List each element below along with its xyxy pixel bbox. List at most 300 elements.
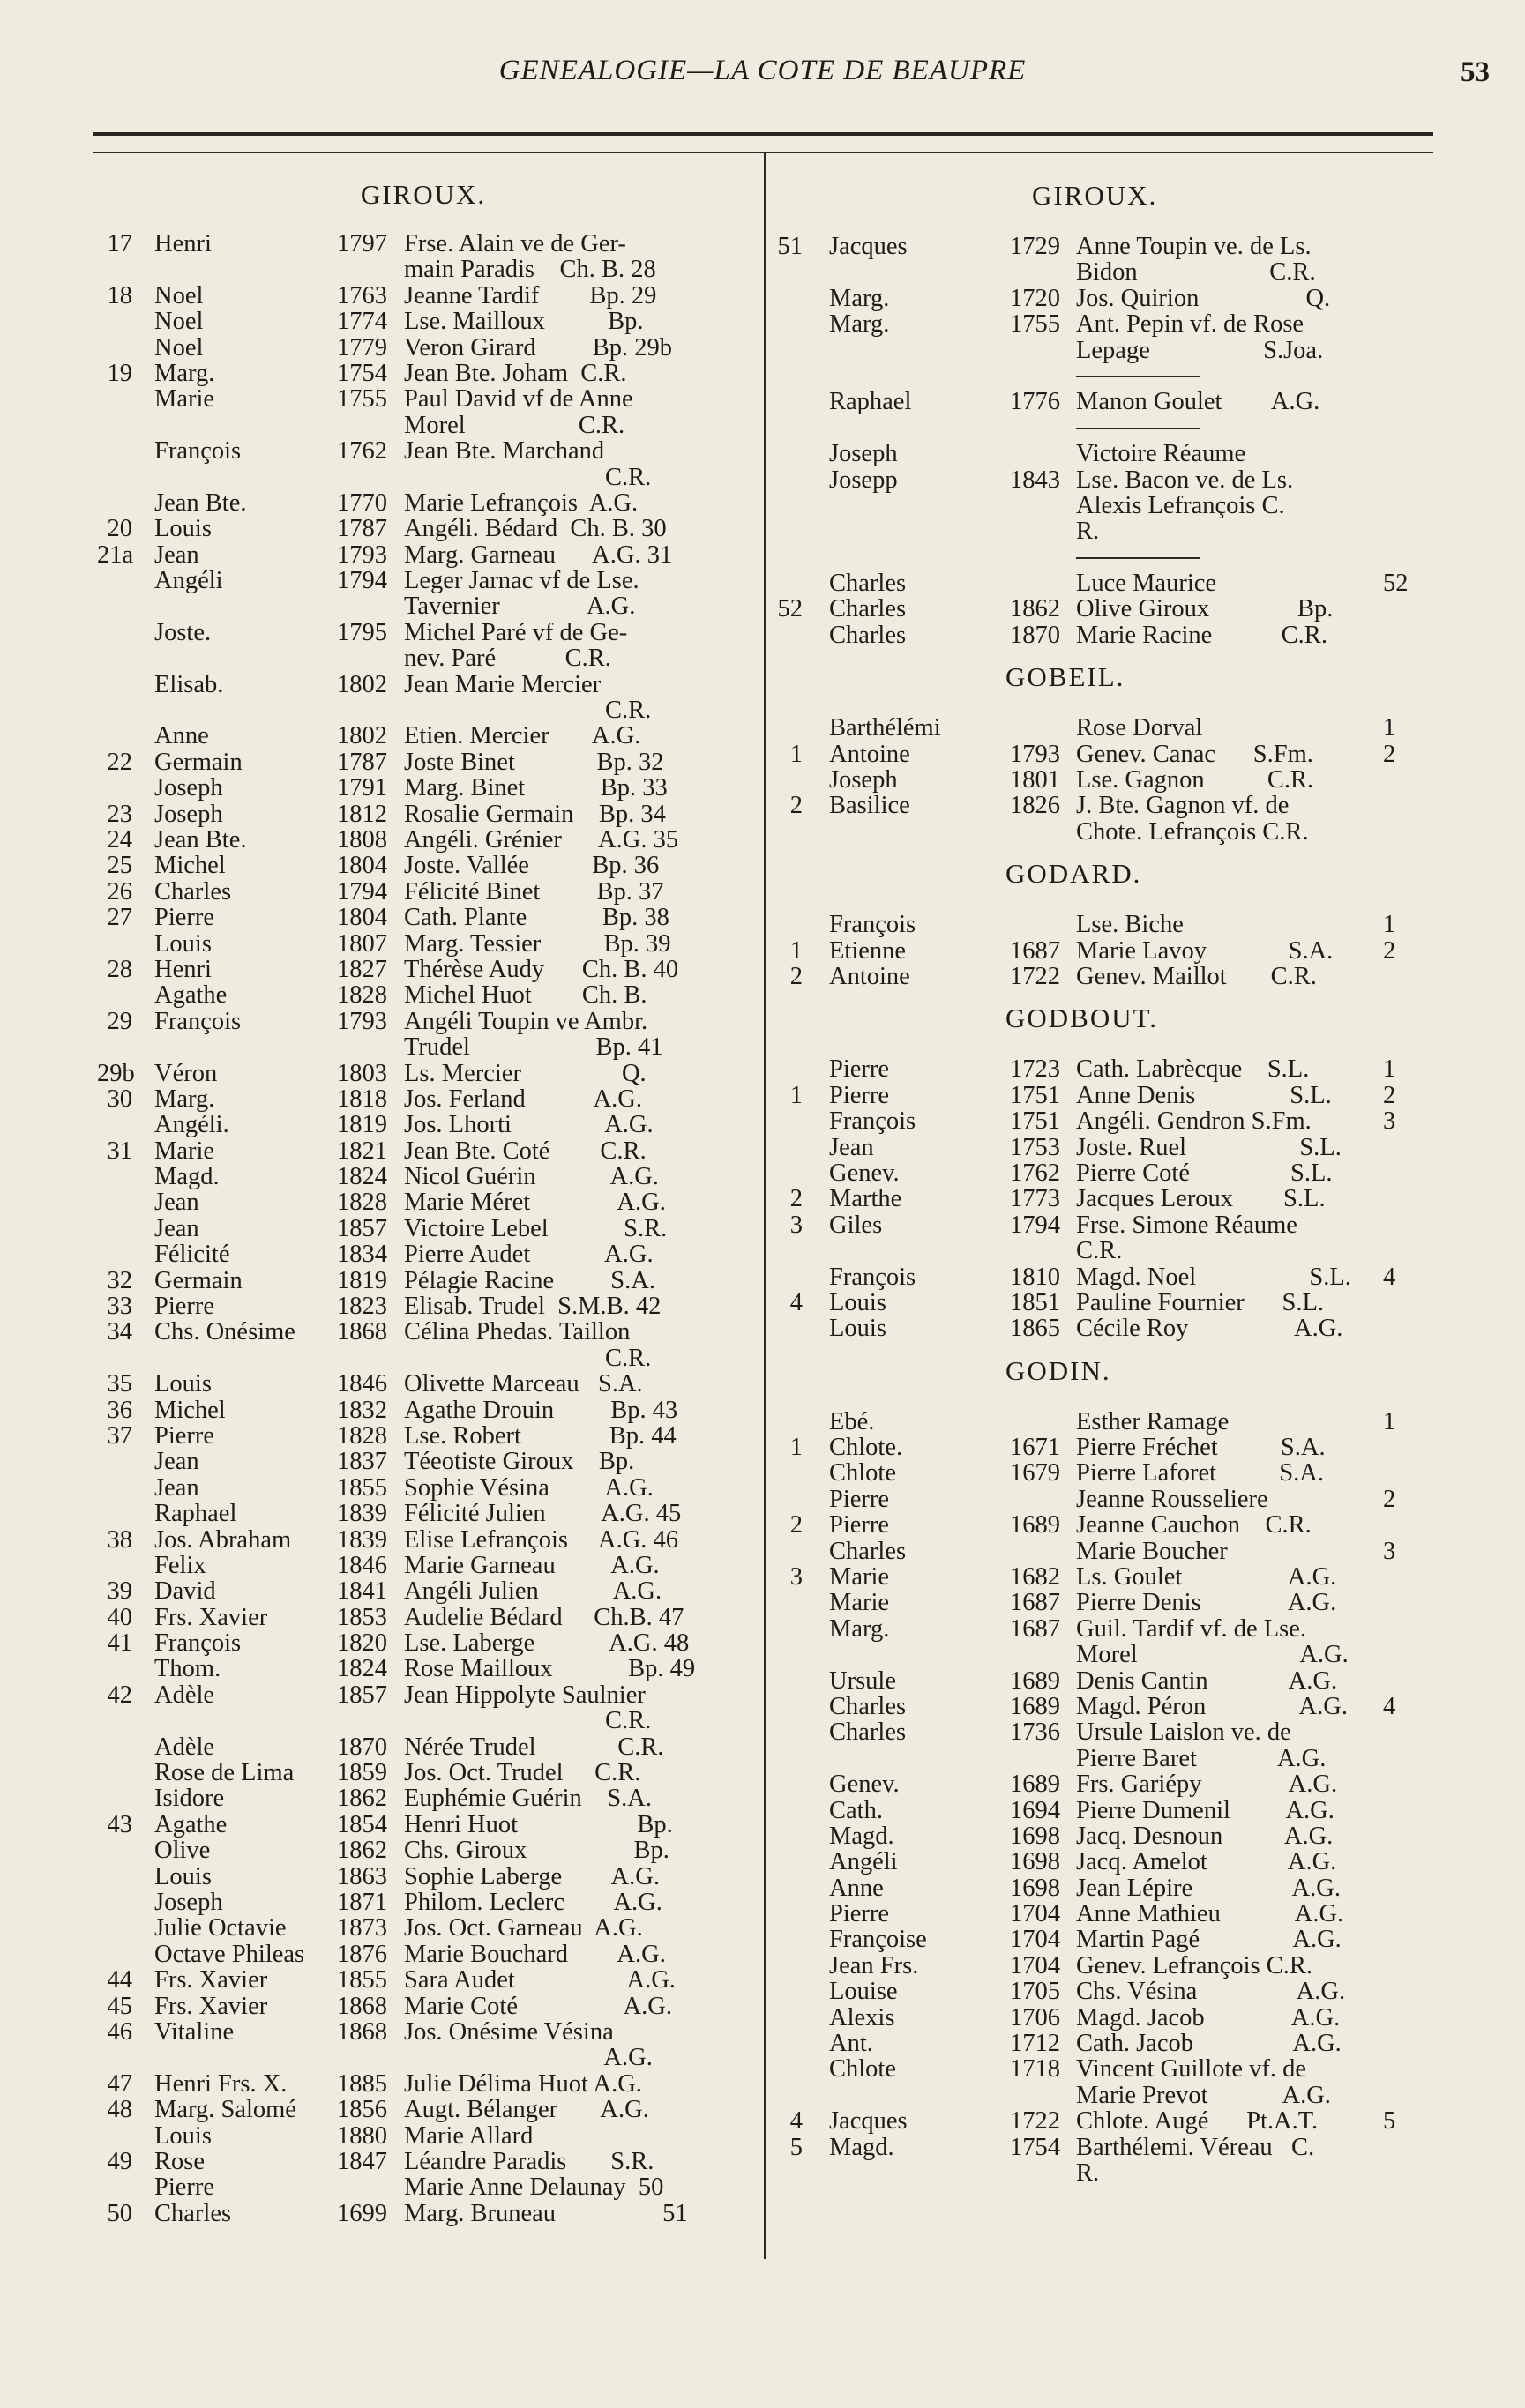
genealogy-row xyxy=(97,335,767,361)
person-name: Jean xyxy=(154,540,199,569)
genealogy-row xyxy=(97,1164,767,1189)
marriage-year: 1865 xyxy=(1010,1315,1060,1343)
person-name: Françoise xyxy=(829,1926,927,1954)
person-name: Michel xyxy=(154,852,226,880)
spouse-and-parish: Pierre Fréchet S.A. xyxy=(1076,1434,1326,1462)
marriage-year: 1828 xyxy=(337,981,387,1010)
marriage-year: 1687 xyxy=(1010,1614,1060,1643)
spouse-and-parish: Esther Ramage xyxy=(1076,1407,1230,1435)
genealogy-row xyxy=(97,1630,767,1656)
marriage-year: 1870 xyxy=(337,1733,387,1761)
person-name: Louis xyxy=(154,2121,212,2150)
genealogy-row xyxy=(772,2135,1495,2160)
person-name: Marie xyxy=(154,1137,215,1165)
genealogy-row xyxy=(97,1346,767,1371)
genealogy-row xyxy=(97,1527,767,1553)
person-name: Joseph xyxy=(154,1889,223,1916)
spouse-and-parish: Ls. Mercier Q. xyxy=(404,1059,647,1087)
genealogy-row xyxy=(97,1189,767,1215)
spouse-and-parish: Marg. Garneau A.G. 31 xyxy=(404,540,673,569)
genealogy-row xyxy=(772,742,1495,767)
generation-number: 24 xyxy=(107,825,132,854)
genealogy-row xyxy=(97,931,767,957)
marriage-year: 1851 xyxy=(1010,1288,1060,1316)
genealogy-row xyxy=(97,465,767,490)
spouse-and-parish: Jeanne Cauchon C.R. xyxy=(1076,1511,1312,1539)
marriage-year: 1729 xyxy=(1010,233,1060,260)
genealogy-row xyxy=(97,1371,767,1397)
person-name: Rose xyxy=(154,2147,205,2175)
marriage-year: 1876 xyxy=(337,1940,387,1968)
genealogy-row xyxy=(772,1590,1495,1615)
genealogy-row xyxy=(772,1108,1495,1134)
marriage-year: 1706 xyxy=(1010,2003,1060,2032)
marriage-year: 1795 xyxy=(337,618,387,646)
marriage-year: 1846 xyxy=(337,1551,387,1579)
cross-reference: 4 xyxy=(1383,1692,1396,1720)
spouse-and-parish: Pierre Coté S.L. xyxy=(1076,1159,1333,1187)
spouse-and-parish: Henri Huot Bp. xyxy=(404,1810,673,1838)
marriage-year: 1705 xyxy=(1010,1978,1060,2006)
marriage-year: 1824 xyxy=(337,1163,387,1191)
marriage-year: 1689 xyxy=(1010,1511,1060,1539)
marriage-year: 1794 xyxy=(337,567,387,595)
person-name: Joste. xyxy=(154,618,212,646)
marriage-year: 1812 xyxy=(337,800,387,828)
spouse-and-parish: Marie Garneau A.G. xyxy=(404,1551,660,1579)
person-name: Germain xyxy=(154,748,243,776)
genealogy-row xyxy=(772,234,1495,259)
marriage-year: 1857 xyxy=(337,1214,387,1242)
entry-separator xyxy=(1076,428,1200,429)
spouse-and-parish: C.R. xyxy=(404,697,652,725)
spouse-and-parish: Veron Girard Bp. 29b xyxy=(404,333,672,362)
spouse-and-parish: Augt. Bélanger A.G. xyxy=(404,2096,649,2124)
person-name: Jos. Abraham xyxy=(154,1525,292,1554)
person-name: Louis xyxy=(154,1370,212,1398)
genealogy-row xyxy=(97,982,767,1008)
marriage-year: 1803 xyxy=(337,1059,387,1087)
marriage-year: 1859 xyxy=(337,1759,387,1787)
section-heading-row xyxy=(772,1005,1495,1056)
generation-number: 41 xyxy=(107,1629,132,1658)
marriage-year: 1682 xyxy=(1010,1563,1060,1592)
person-name: Antoine xyxy=(829,740,910,768)
person-name: Véron xyxy=(154,1059,218,1087)
generation-number: 21a xyxy=(97,540,134,569)
person-name: Chlote xyxy=(829,2055,896,2084)
person-name: Adèle xyxy=(154,1733,215,1761)
person-name: Cath. xyxy=(829,1796,883,1824)
marriage-year: 1720 xyxy=(1010,284,1060,312)
person-name: Noel xyxy=(154,308,204,336)
person-name: Giles xyxy=(829,1211,883,1239)
spouse-and-parish: Chlote. Augé Pt.A.T. xyxy=(1076,2107,1319,2136)
marriage-year: 1802 xyxy=(337,670,387,698)
spouse-and-parish: Félicité Julien A.G. 45 xyxy=(404,1500,682,1528)
section-heading: GODARD. xyxy=(1005,858,1142,890)
genealogy-row xyxy=(97,2174,767,2200)
genealogy-row xyxy=(97,697,767,723)
genealogy-row xyxy=(97,1501,767,1526)
person-name: Marie xyxy=(829,1563,890,1592)
spouse-and-parish: Jean Hippolyte Saulnier xyxy=(404,1681,646,1709)
person-name: Pierre xyxy=(829,1485,890,1513)
person-name: Henri xyxy=(154,230,212,257)
spouse-and-parish: Denis Cantin A.G. xyxy=(1076,1666,1338,1695)
spouse-and-parish: Angéli. Bédard Ch. B. 30 xyxy=(404,515,667,543)
generation-number: 29 xyxy=(107,1007,132,1035)
genealogy-row xyxy=(97,593,767,619)
person-name: Ebé. xyxy=(829,1407,875,1435)
genealogy-row xyxy=(97,853,767,878)
spouse-and-parish: Philom. Leclerc A.G. xyxy=(404,1889,662,1916)
spouse-and-parish: Rosalie Germain Bp. 34 xyxy=(404,800,666,828)
spouse-and-parish: Magd. Noel S.L. xyxy=(1076,1263,1351,1291)
person-name: Marg. xyxy=(829,284,890,312)
generation-number: 42 xyxy=(107,1681,132,1709)
spouse-and-parish: Olive Giroux Bp. xyxy=(1076,595,1334,623)
genealogy-row xyxy=(97,723,767,749)
generation-number: 17 xyxy=(107,230,132,257)
genealogy-row xyxy=(772,715,1495,741)
genealogy-row xyxy=(772,311,1495,337)
spouse-and-parish: Jacq. Desnoun A.G. xyxy=(1076,1822,1334,1850)
spouse-and-parish: Elisab. Trudel S.M.B. 42 xyxy=(404,1293,662,1321)
person-name: Jean xyxy=(154,1448,199,1476)
person-name: Anne xyxy=(154,722,209,750)
cross-reference: 5 xyxy=(1383,2107,1396,2136)
genealogy-row xyxy=(772,938,1495,964)
person-name: Etienne xyxy=(829,936,907,965)
person-name: Josepp xyxy=(829,466,898,494)
cross-reference: 1 xyxy=(1383,911,1396,939)
marriage-year: 1762 xyxy=(1010,1159,1060,1187)
spouse-and-parish: Jean Bte. Coté C.R. xyxy=(404,1137,647,1165)
genealogy-row xyxy=(97,957,767,982)
person-name: Magd. xyxy=(154,1163,220,1191)
genealogy-row xyxy=(772,1186,1495,1211)
spouse-and-parish: Lepage S.Joa. xyxy=(1076,336,1324,364)
genealogy-row xyxy=(97,1319,767,1345)
genealogy-row xyxy=(97,1785,767,1811)
genealogy-row xyxy=(772,389,1495,414)
spouse-and-parish: Magd. Péron A.G. xyxy=(1076,1692,1348,1720)
marriage-year: 1793 xyxy=(337,540,387,569)
marriage-year: 1828 xyxy=(337,1421,387,1450)
spouse-and-parish: Pierre Denis A.G. xyxy=(1076,1589,1337,1617)
genealogy-row xyxy=(97,1682,767,1708)
marriage-year: 1856 xyxy=(337,2096,387,2124)
marriage-year: 1689 xyxy=(1010,1771,1060,1799)
genealogy-row xyxy=(97,386,767,412)
spouse-and-parish: Manon Goulet A.G. xyxy=(1076,388,1320,416)
marriage-year: 1699 xyxy=(337,2199,387,2227)
person-name: Pierre xyxy=(829,1055,890,1084)
genealogy-row xyxy=(97,2149,767,2174)
genealogy-row xyxy=(772,1642,1495,1667)
spouse-and-parish: Marie Allard xyxy=(404,2121,534,2150)
header-rule-thick xyxy=(93,132,1433,136)
spouse-and-parish: Luce Maurice xyxy=(1076,570,1217,598)
spouse-and-parish: Léandre Paradis S.R. xyxy=(404,2147,654,2175)
genealogy-row xyxy=(772,1238,1495,1264)
marriage-year: 1863 xyxy=(337,1862,387,1890)
marriage-year: 1847 xyxy=(337,2147,387,2175)
person-name: Michel xyxy=(154,1396,226,1424)
genealogy-row xyxy=(97,309,767,334)
generation-number: 30 xyxy=(107,1085,132,1113)
section-heading-row xyxy=(772,858,1495,912)
genealogy-row xyxy=(97,1708,767,1733)
person-name: Ant. xyxy=(829,2030,873,2058)
section-spacer xyxy=(772,2186,1495,2202)
genealogy-row xyxy=(772,964,1495,989)
person-name: Louis xyxy=(154,929,212,958)
genealogy-row xyxy=(772,286,1495,311)
marriage-year: 1846 xyxy=(337,1370,387,1398)
spouse-and-parish: Frse. Alain ve de Ger- xyxy=(404,230,626,257)
marriage-year: 1871 xyxy=(337,1889,387,1916)
spouse-and-parish: Nicol Guérin A.G. xyxy=(404,1163,659,1191)
person-name: Marg. xyxy=(829,1614,890,1643)
separator-row xyxy=(772,545,1495,570)
spouse-and-parish: Marie Prevot A.G. xyxy=(1076,2081,1331,2109)
cross-reference: 2 xyxy=(1383,740,1396,768)
genealogy-row xyxy=(97,568,767,593)
spouse-and-parish: Téeotiste Giroux Bp. xyxy=(404,1448,635,1476)
spouse-and-parish: Angéli Julien A.G. xyxy=(404,1577,662,1606)
genealogy-row xyxy=(97,1942,767,1967)
person-name: Anne xyxy=(829,1874,884,1902)
genealogy-row xyxy=(97,1967,767,1993)
person-name: Agathe xyxy=(154,1810,228,1838)
spouse-and-parish: Joste. Vallée Bp. 36 xyxy=(404,852,660,880)
generation-number: 23 xyxy=(107,800,132,828)
spouse-and-parish: Angéli Toupin ve Ambr. xyxy=(404,1007,648,1035)
marriage-year: 1776 xyxy=(1010,388,1060,416)
person-name: Raphael xyxy=(829,388,912,416)
spouse-and-parish: Leger Jarnac vf de Lse. xyxy=(404,567,639,595)
marriage-year: 1818 xyxy=(337,1085,387,1113)
genealogy-row xyxy=(97,620,767,645)
spouse-and-parish: Pauline Fournier S.L. xyxy=(1076,1288,1325,1316)
genealogy-row xyxy=(772,2083,1495,2108)
genealogy-row xyxy=(772,1564,1495,1590)
marriage-year: 1855 xyxy=(337,1473,387,1502)
genealogy-row xyxy=(97,516,767,541)
section-heading-row xyxy=(772,661,1495,715)
spouse-and-parish: Angéli. Grénier A.G. 35 xyxy=(404,825,679,854)
genealogy-row xyxy=(772,1056,1495,1082)
person-name: Noel xyxy=(154,281,204,309)
spouse-and-parish: A.G. xyxy=(404,2044,653,2072)
person-name: Jacques xyxy=(829,2107,908,2136)
genealogy-row xyxy=(772,570,1495,596)
person-name: Isidore xyxy=(154,1785,225,1813)
spouse-and-parish: Chs. Vésina A.G. xyxy=(1076,1978,1346,2006)
genealogy-row xyxy=(97,1605,767,1630)
person-name: Germain xyxy=(154,1266,243,1294)
spouse-and-parish: Lse. Bacon ve. de Ls. xyxy=(1076,466,1294,494)
spouse-and-parish: Martin Pagé A.G. xyxy=(1076,1926,1342,1954)
person-name: Jean xyxy=(154,1473,199,1502)
genealogy-row xyxy=(772,1539,1495,1564)
spouse-and-parish: Euphémie Guérin S.A. xyxy=(404,1785,652,1813)
genealogy-row xyxy=(772,1512,1495,1538)
genealogy-row xyxy=(772,1616,1495,1642)
genealogy-row xyxy=(772,1694,1495,1719)
spouse-and-parish: Jean Lépire A.G. xyxy=(1076,1874,1341,1902)
person-name: Thom. xyxy=(154,1655,221,1683)
spouse-and-parish: Anne Mathieu A.G. xyxy=(1076,1900,1344,1928)
genealogy-row xyxy=(772,2160,1495,2186)
genealogy-row xyxy=(97,490,767,516)
genealogy-row xyxy=(97,413,767,438)
generation-number: 4 xyxy=(789,2107,803,2136)
genealogy-row xyxy=(97,1890,767,1915)
marriage-year: 1873 xyxy=(337,1914,387,1942)
marriage-year: 1723 xyxy=(1010,1055,1060,1084)
person-name: Pierre xyxy=(829,1081,890,1109)
marriage-year: 1671 xyxy=(1010,1434,1060,1462)
spouse-and-parish: Lse. Gagnon C.R. xyxy=(1076,766,1314,794)
spouse-and-parish: nev. Paré C.R. xyxy=(404,645,611,673)
cross-reference: 1 xyxy=(1383,1407,1396,1435)
spouse-and-parish: Alexis Lefrançois C. xyxy=(1076,491,1285,519)
marriage-year: 1698 xyxy=(1010,1822,1060,1850)
spouse-and-parish: Jean Bte. Marchand xyxy=(404,437,605,466)
page-number: 53 xyxy=(1461,56,1490,88)
person-name: Pierre xyxy=(154,2173,215,2202)
spouse-and-parish: Bidon C.R. xyxy=(1076,258,1316,287)
generation-number: 29b xyxy=(97,1059,135,1087)
section-spacer xyxy=(772,648,1495,664)
spouse-and-parish: Rose Mailloux Bp. 49 xyxy=(404,1655,696,1683)
person-name: Barthélémi xyxy=(829,714,941,742)
spouse-and-parish: Ant. Pepin vf. de Rose xyxy=(1076,310,1304,339)
marriage-year: 1722 xyxy=(1010,962,1060,990)
marriage-year: 1763 xyxy=(337,281,387,309)
genealogy-row xyxy=(97,1216,767,1241)
marriage-year: 1819 xyxy=(337,1111,387,1139)
person-name: Chs. Onésime xyxy=(154,1318,295,1346)
marriage-year: 1843 xyxy=(1010,466,1060,494)
person-name: Marg. Salomé xyxy=(154,2096,296,2124)
marriage-year: 1754 xyxy=(337,359,387,387)
separator-row xyxy=(772,363,1495,389)
person-name: François xyxy=(829,911,916,939)
marriage-year: 1853 xyxy=(337,1603,387,1631)
marriage-year: 1718 xyxy=(1010,2055,1060,2084)
spouse-and-parish: Guil. Tardif vf. de Lse. xyxy=(1076,1614,1307,1643)
spouse-and-parish: Cath. Jacob A.G. xyxy=(1076,2030,1342,2058)
person-name: Joseph xyxy=(829,440,898,468)
spouse-and-parish: Victoire Réaume xyxy=(1076,440,1246,468)
person-name: Marg. xyxy=(829,310,890,339)
genealogy-row xyxy=(97,827,767,853)
spouse-and-parish: Vincent Guillote vf. de xyxy=(1076,2055,1307,2084)
person-name: Marie xyxy=(154,385,215,414)
marriage-year: 1839 xyxy=(337,1500,387,1528)
generation-number: 35 xyxy=(107,1370,132,1398)
generation-number: 3 xyxy=(789,1563,803,1592)
genealogy-row xyxy=(772,596,1495,622)
spouse-and-parish: Jean Bte. Joham C.R. xyxy=(404,359,627,387)
generation-number: 18 xyxy=(107,281,132,309)
cross-reference: 52 xyxy=(1383,570,1409,598)
spouse-and-parish: Pierre Baret A.G. xyxy=(1076,1744,1327,1772)
genealogy-row xyxy=(772,1435,1495,1460)
generation-number: 44 xyxy=(107,1966,132,1994)
marriage-year: 1823 xyxy=(337,1293,387,1321)
genealogy-row xyxy=(772,1668,1495,1694)
marriage-year: 1736 xyxy=(1010,1718,1060,1747)
person-name: Agathe xyxy=(154,981,228,1010)
person-name: Genev. xyxy=(829,1159,900,1187)
generation-number: 36 xyxy=(107,1396,132,1424)
genealogy-row xyxy=(97,1553,767,1578)
generation-number: 40 xyxy=(107,1603,132,1631)
marriage-year: 1885 xyxy=(337,2069,387,2098)
person-name: Raphael xyxy=(154,1500,237,1528)
cross-reference: 2 xyxy=(1383,936,1396,965)
spouse-and-parish: Ursule Laislon ve. de xyxy=(1076,1718,1291,1747)
person-name: Henri xyxy=(154,955,212,983)
genealogy-row xyxy=(772,623,1495,648)
genealogy-row xyxy=(97,1760,767,1785)
person-name: Julie Octavie xyxy=(154,1914,287,1942)
genealogy-row xyxy=(97,542,767,568)
genealogy-row xyxy=(772,1316,1495,1341)
marriage-year: 1797 xyxy=(337,230,387,257)
genealogy-row xyxy=(772,493,1495,518)
generation-number: 37 xyxy=(107,1421,132,1450)
person-name: Felix xyxy=(154,1551,206,1579)
marriage-year: 1868 xyxy=(337,1992,387,2020)
generation-number: 26 xyxy=(107,877,132,906)
person-name: Noel xyxy=(154,333,204,362)
spouse-and-parish: Frs. Gariépy A.G. xyxy=(1076,1771,1338,1799)
person-name: Charles xyxy=(829,1718,907,1747)
person-name: Angéli xyxy=(829,1848,898,1876)
spouse-and-parish: Marg. Binet Bp. 33 xyxy=(404,774,668,802)
marriage-year: 1751 xyxy=(1010,1081,1060,1109)
marriage-year: 1810 xyxy=(1010,1263,1060,1291)
marriage-year: 1751 xyxy=(1010,1107,1060,1136)
person-name: Charles xyxy=(829,570,907,598)
marriage-year: 1870 xyxy=(1010,621,1060,649)
generation-number: 51 xyxy=(777,233,803,260)
person-name: Ursule xyxy=(829,1666,896,1695)
marriage-year: 1689 xyxy=(1010,1666,1060,1695)
person-name: David xyxy=(154,1577,216,1606)
generation-number: 4 xyxy=(789,1288,803,1316)
spouse-and-parish: Michel Huot Ch. B. xyxy=(404,981,647,1010)
genealogy-row xyxy=(97,1112,767,1137)
right-column xyxy=(772,180,1495,2202)
genealogy-row xyxy=(772,1135,1495,1160)
spouse-and-parish: main Paradis Ch. B. 28 xyxy=(404,256,656,284)
genealogy-row xyxy=(97,283,767,309)
person-name: Joseph xyxy=(829,766,898,794)
genealogy-row xyxy=(97,1994,767,2019)
person-name: Pierre xyxy=(154,904,215,932)
marriage-year: 1704 xyxy=(1010,1951,1060,1979)
spouse-and-parish: C.R. xyxy=(1076,1237,1123,1265)
generation-number: 33 xyxy=(107,1293,132,1321)
genealogy-row xyxy=(772,1487,1495,1512)
